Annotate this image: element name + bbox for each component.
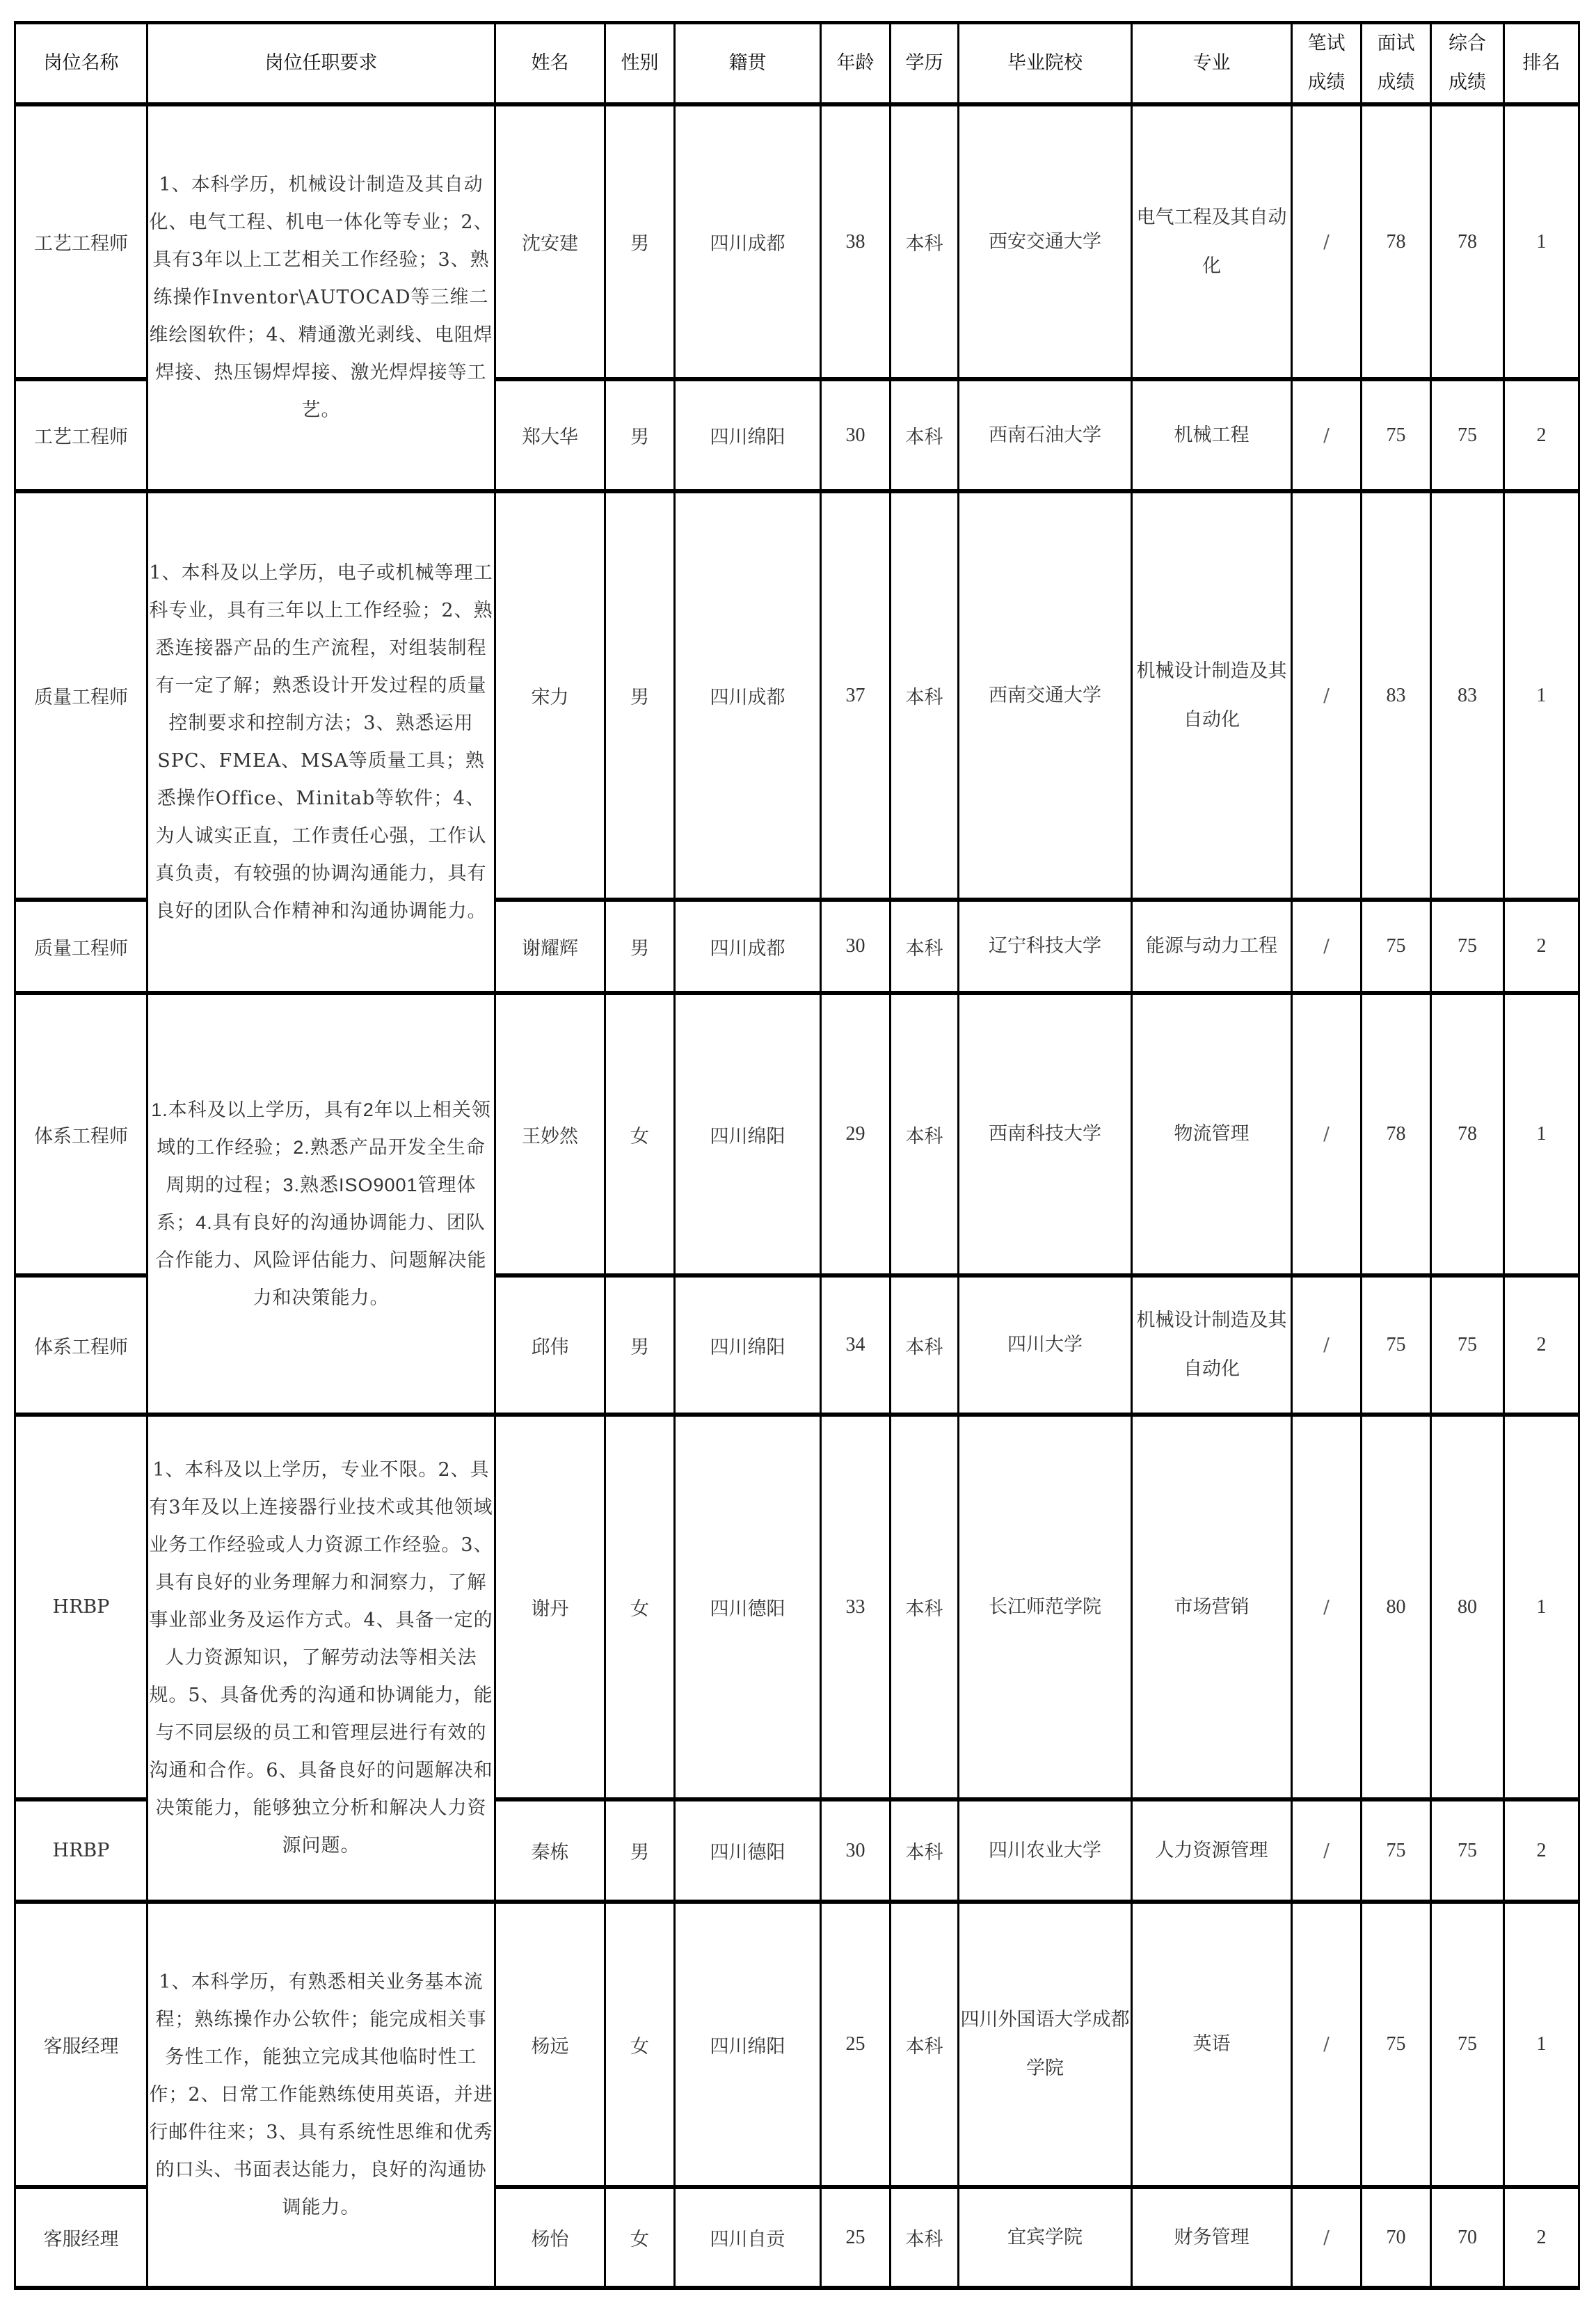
recruitment-results-table xyxy=(14,21,1580,2290)
interview-score-cell: 75 xyxy=(1362,900,1431,993)
written-score-cell: / xyxy=(1292,1415,1362,1799)
gender-cell: 男 xyxy=(605,491,675,900)
school-cell: 四川大学 xyxy=(959,1275,1132,1415)
origin-cell: 四川自贡 xyxy=(675,2187,821,2288)
school-cell: 辽宁科技大学 xyxy=(959,900,1132,993)
interview-score-cell: 83 xyxy=(1362,491,1431,900)
major-cell: 财务管理 xyxy=(1132,2187,1292,2288)
requirements-cell: 1、本科学历，有熟悉相关业务基本流程；熟练操作办公软件；能完成相关事务性工作，能独立完成其他临时性工作；2、日常工作能熟练使用英语，并进行邮件往来；3、具有系统性思维和优秀的口头、书面表达能力，良好的沟通协调能力。 xyxy=(147,1902,495,2288)
header-age: 年龄 xyxy=(821,23,891,105)
gender-cell: 男 xyxy=(605,379,675,491)
written-score-cell: / xyxy=(1292,1799,1362,1902)
age-cell: 30 xyxy=(821,900,891,993)
major-cell: 物流管理 xyxy=(1132,993,1292,1275)
name-cell: 郑大华 xyxy=(495,379,605,491)
requirements-cell: 1.本科及以上学历，具有2年以上相关领域的工作经验；2.熟悉产品开发全生命周期的过程；3.熟悉ISO9001管理体系；4.具有良好的沟通协调能力、团队合作能力、风险评估能力、问题解决能力和决策能力。 xyxy=(147,993,495,1415)
origin-cell: 四川德阳 xyxy=(675,1415,821,1799)
name-cell: 杨远 xyxy=(495,1902,605,2187)
origin-cell: 四川成都 xyxy=(675,104,821,379)
rank-cell: 1 xyxy=(1504,993,1579,1275)
major-cell: 能源与动力工程 xyxy=(1132,900,1292,993)
header-gender: 性别 xyxy=(605,23,675,105)
age-cell: 38 xyxy=(821,104,891,379)
rank-cell: 2 xyxy=(1504,379,1579,491)
major-cell: 机械工程 xyxy=(1132,379,1292,491)
position-cell: HRBP xyxy=(15,1415,147,1799)
school-cell: 西南交通大学 xyxy=(959,491,1132,900)
total-score-cell: 75 xyxy=(1431,1275,1504,1415)
major-cell: 机械设计制造及其自动化 xyxy=(1132,1275,1292,1415)
table-row xyxy=(15,1902,1579,2187)
age-cell: 37 xyxy=(821,491,891,900)
total-score-cell: 80 xyxy=(1431,1415,1504,1799)
education-cell: 本科 xyxy=(891,379,959,491)
position-cell: 体系工程师 xyxy=(15,993,147,1275)
age-cell: 33 xyxy=(821,1415,891,1799)
education-cell: 本科 xyxy=(891,491,959,900)
position-cell: 质量工程师 xyxy=(15,900,147,993)
major-cell: 英语 xyxy=(1132,1902,1292,2187)
interview-score-cell: 75 xyxy=(1362,1902,1431,2187)
written-score-cell: / xyxy=(1292,104,1362,379)
name-cell: 宋力 xyxy=(495,491,605,900)
written-score-cell: / xyxy=(1292,379,1362,491)
name-cell: 沈安建 xyxy=(495,104,605,379)
total-score-cell: 75 xyxy=(1431,1902,1504,2187)
header-requirements: 岗位任职要求 xyxy=(147,23,495,105)
header-school: 毕业院校 xyxy=(959,23,1132,105)
rank-cell: 2 xyxy=(1504,900,1579,993)
education-cell: 本科 xyxy=(891,104,959,379)
table-header-row xyxy=(15,23,1579,105)
rank-cell: 2 xyxy=(1504,1799,1579,1902)
education-cell: 本科 xyxy=(891,1275,959,1415)
major-cell: 市场营销 xyxy=(1132,1415,1292,1799)
interview-score-cell: 75 xyxy=(1362,1799,1431,1902)
header-major: 专业 xyxy=(1132,23,1292,105)
total-score-cell: 78 xyxy=(1431,104,1504,379)
header-total-score: 综合 成绩 xyxy=(1431,23,1504,105)
written-score-cell: / xyxy=(1292,993,1362,1275)
header-name: 姓名 xyxy=(495,23,605,105)
age-cell: 30 xyxy=(821,1799,891,1902)
gender-cell: 女 xyxy=(605,2187,675,2288)
age-cell: 25 xyxy=(821,1902,891,2187)
major-cell: 机械设计制造及其自动化 xyxy=(1132,491,1292,900)
interview-score-cell: 75 xyxy=(1362,1275,1431,1415)
origin-cell: 四川绵阳 xyxy=(675,1902,821,2187)
position-cell: 客服经理 xyxy=(15,2187,147,2288)
header-interview-score: 面试 成绩 xyxy=(1362,23,1431,105)
gender-cell: 女 xyxy=(605,1902,675,2187)
total-score-cell: 83 xyxy=(1431,491,1504,900)
origin-cell: 四川成都 xyxy=(675,900,821,993)
position-cell: 质量工程师 xyxy=(15,491,147,900)
rank-cell: 1 xyxy=(1504,104,1579,379)
gender-cell: 男 xyxy=(605,900,675,993)
header-education: 学历 xyxy=(891,23,959,105)
name-cell: 王妙然 xyxy=(495,993,605,1275)
age-cell: 30 xyxy=(821,379,891,491)
header-position: 岗位名称 xyxy=(15,23,147,105)
rank-cell: 2 xyxy=(1504,1275,1579,1415)
position-cell: 工艺工程师 xyxy=(15,379,147,491)
total-score-cell: 70 xyxy=(1431,2187,1504,2288)
education-cell: 本科 xyxy=(891,1799,959,1902)
name-cell: 邱伟 xyxy=(495,1275,605,1415)
school-cell: 四川外国语大学成都学院 xyxy=(959,1902,1132,2187)
gender-cell: 女 xyxy=(605,993,675,1275)
name-cell: 谢丹 xyxy=(495,1415,605,1799)
gender-cell: 男 xyxy=(605,1275,675,1415)
origin-cell: 四川成都 xyxy=(675,491,821,900)
school-cell: 西安交通大学 xyxy=(959,104,1132,379)
origin-cell: 四川绵阳 xyxy=(675,379,821,491)
header-rank: 排名 xyxy=(1504,23,1579,105)
total-score-cell: 75 xyxy=(1431,1799,1504,1902)
written-score-cell: / xyxy=(1292,900,1362,993)
origin-cell: 四川绵阳 xyxy=(675,1275,821,1415)
gender-cell: 男 xyxy=(605,104,675,379)
requirements-cell: 1、本科及以上学历，专业不限。2、具有3年及以上连接器行业技术或其他领域业务工作经验或人力资源工作经验。3、具有良好的业务理解力和洞察力，了解事业部业务及运作方式。4、具备一定的人力资源知识，了解劳动法等相关法规。5、具备优秀的沟通和协调能力，能与不同层级的员工和管理层进行有效的沟通和合作。6、具备良好的问题解决和决策能力，能够独立分析和解决人力资源问题。 xyxy=(147,1415,495,1902)
school-cell: 西南石油大学 xyxy=(959,379,1132,491)
rank-cell: 1 xyxy=(1504,491,1579,900)
table-row xyxy=(15,104,1579,379)
school-cell: 四川农业大学 xyxy=(959,1799,1132,1902)
school-cell: 宜宾学院 xyxy=(959,2187,1132,2288)
education-cell: 本科 xyxy=(891,1902,959,2187)
gender-cell: 女 xyxy=(605,1415,675,1799)
position-cell: HRBP xyxy=(15,1799,147,1902)
education-cell: 本科 xyxy=(891,993,959,1275)
age-cell: 25 xyxy=(821,2187,891,2288)
school-cell: 长江师范学院 xyxy=(959,1415,1132,1799)
position-cell: 体系工程师 xyxy=(15,1275,147,1415)
requirements-cell: 1、本科及以上学历，电子或机械等理工科专业，具有三年以上工作经验；2、熟悉连接器产品的生产流程，对组装制程有一定了解；熟悉设计开发过程的质量控制要求和控制方法；3、熟悉运用SPC、FMEA、MSA等质量工具；熟悉操作Office、Minitab等软件；4、为人诚实正直，工作责任心强，工作认真负责，有较强的协调沟通能力，具有良好的团队合作精神和沟通协调能力。 xyxy=(147,491,495,993)
age-cell: 34 xyxy=(821,1275,891,1415)
name-cell: 谢耀辉 xyxy=(495,900,605,993)
position-cell: 工艺工程师 xyxy=(15,104,147,379)
written-score-cell: / xyxy=(1292,1275,1362,1415)
age-cell: 29 xyxy=(821,993,891,1275)
education-cell: 本科 xyxy=(891,1415,959,1799)
gender-cell: 男 xyxy=(605,1799,675,1902)
major-cell: 人力资源管理 xyxy=(1132,1799,1292,1902)
table-row xyxy=(15,1415,1579,1799)
major-cell: 电气工程及其自动化 xyxy=(1132,104,1292,379)
education-cell: 本科 xyxy=(891,900,959,993)
education-cell: 本科 xyxy=(891,2187,959,2288)
header-origin: 籍贯 xyxy=(675,23,821,105)
rank-cell: 2 xyxy=(1504,2187,1579,2288)
interview-score-cell: 78 xyxy=(1362,993,1431,1275)
rank-cell: 1 xyxy=(1504,1415,1579,1799)
table-row xyxy=(15,993,1579,1275)
header-written-score: 笔试 成绩 xyxy=(1292,23,1362,105)
interview-score-cell: 78 xyxy=(1362,104,1431,379)
rank-cell: 1 xyxy=(1504,1902,1579,2187)
total-score-cell: 75 xyxy=(1431,379,1504,491)
position-cell: 客服经理 xyxy=(15,1902,147,2187)
interview-score-cell: 80 xyxy=(1362,1415,1431,1799)
table-row xyxy=(15,491,1579,900)
total-score-cell: 75 xyxy=(1431,900,1504,993)
interview-score-cell: 75 xyxy=(1362,379,1431,491)
origin-cell: 四川绵阳 xyxy=(675,993,821,1275)
name-cell: 秦栋 xyxy=(495,1799,605,1902)
school-cell: 西南科技大学 xyxy=(959,993,1132,1275)
written-score-cell: / xyxy=(1292,1902,1362,2187)
origin-cell: 四川德阳 xyxy=(675,1799,821,1902)
written-score-cell: / xyxy=(1292,2187,1362,2288)
total-score-cell: 78 xyxy=(1431,993,1504,1275)
requirements-cell: 1、本科学历，机械设计制造及其自动化、电气工程、机电一体化等专业；2、具有3年以上工艺相关工作经验；3、熟练操作Inventor\AUTOCAD等三维二维绘图软件；4、精通激光剥线、电阻焊焊接、热压锡焊焊接、激光焊焊接等工艺。 xyxy=(147,104,495,491)
name-cell: 杨怡 xyxy=(495,2187,605,2288)
written-score-cell: / xyxy=(1292,491,1362,900)
interview-score-cell: 70 xyxy=(1362,2187,1431,2288)
